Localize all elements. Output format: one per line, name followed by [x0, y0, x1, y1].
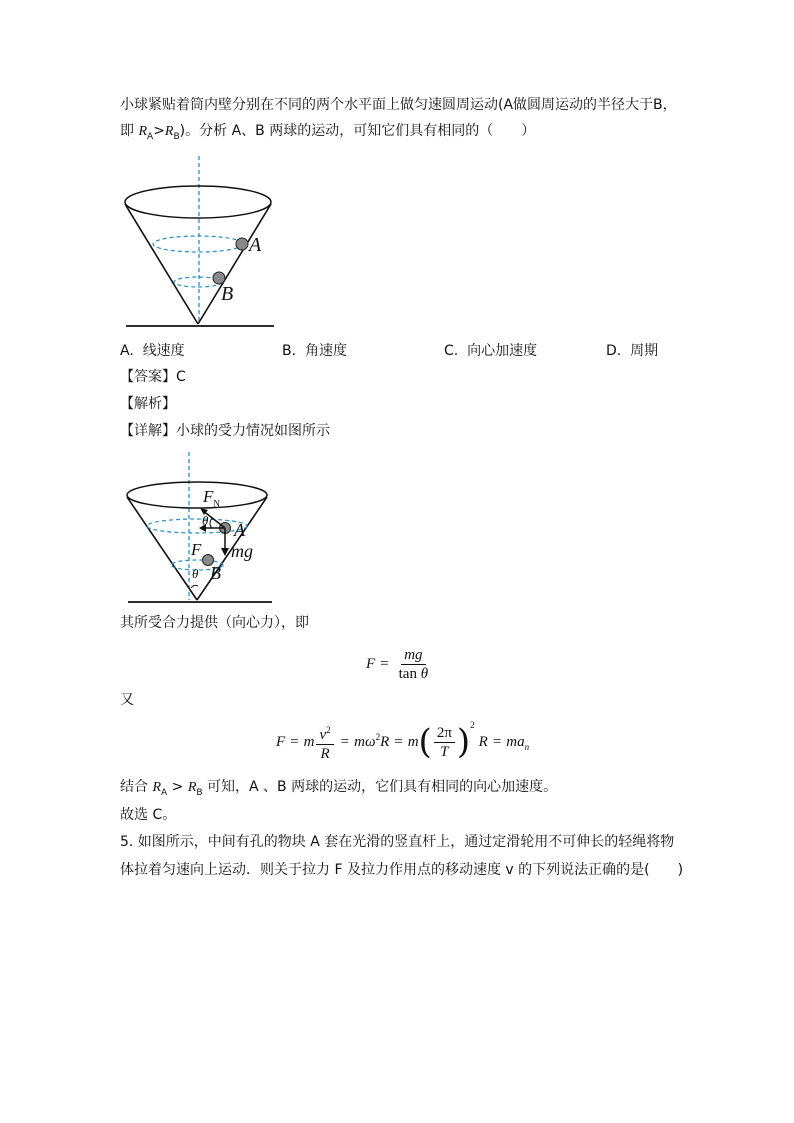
question-intro-line2: 即 $R_A>R_B$)。分析 A、B 两球的运动，可知它们具有相同的（ ） — [120, 123, 536, 142]
question5-line2: 体拉着匀速向上运动．则关于拉力 F 及拉力作用点的移动速度 v 的下列说法正确的是( ) — [120, 862, 684, 878]
option-d[interactable]: D. 周期 — [606, 343, 659, 359]
conclusion-line: 结合 $R_A > R_B$ 可知，A 、B 两球的运动，它们具有相同的向心加速度。 — [120, 779, 558, 798]
figure1-label-A: A — [249, 234, 262, 256]
text-you: 又 — [120, 692, 134, 708]
answer-line: 【答案】C — [120, 369, 186, 385]
figure2-label-theta-1: θ — [202, 513, 209, 528]
figure2-label-theta-2: θ — [192, 566, 199, 581]
figure2-label-mg: mg — [231, 541, 253, 561]
figure1-label-B: B — [221, 283, 234, 305]
question-intro-line1: 小球紧贴着筒内壁分别在不同的两个水平面上做匀速圆周运动(A做圆周运动的半径大于B， — [120, 97, 677, 113]
question5-line1: 5. 如图所示，中间有孔的物块 A 套在光滑的竖直杆上，通过定滑轮用不可伸长的轻绳将物 — [120, 834, 675, 850]
figure2-label-A: A — [234, 520, 245, 540]
net-force-text: 其所受合力提供（向心力），即 — [120, 615, 309, 631]
equation-2: F = m $\frac{v^2}{R}$ = mω $^2$ R = m ( $\frac{2\pi}{T}$ ) $^2$ R = ma $_n$ — [276, 720, 530, 762]
figure2-label-F: F — [191, 540, 202, 559]
analysis-tag: 【解析】 — [120, 396, 176, 412]
force-diagram-figure-2 — [120, 450, 280, 606]
detail-line: 【详解】小球的受力情况如图所示 — [120, 423, 330, 439]
figure2-label-B: B — [210, 563, 221, 583]
choose-line: 故选 C。 — [120, 807, 177, 823]
equation-1: F = $\frac{mg}{\text{tan θ}}$ — [366, 646, 429, 682]
option-c[interactable]: C. 向心加速度 — [444, 343, 538, 359]
option-a[interactable]: A. 线速度 — [120, 343, 185, 359]
option-b[interactable]: B. 角速度 — [282, 343, 347, 359]
figure2-label-FN: $F_N$ — [203, 487, 220, 509]
